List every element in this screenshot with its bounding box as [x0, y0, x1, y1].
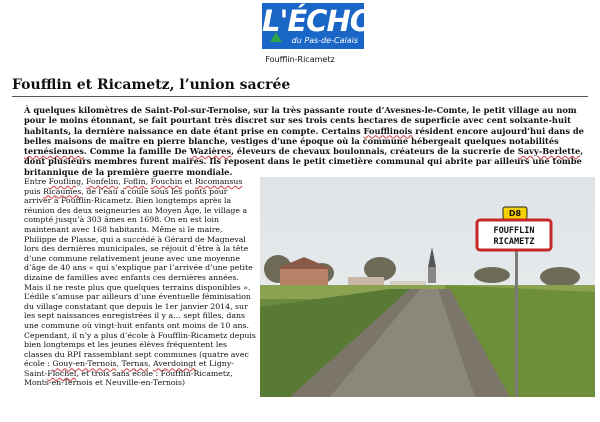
village-road-photo	[260, 177, 595, 397]
text-run: , de l’eau a coulé sous les ponts pour arriver à Foufflin-Ricametz. Bien longtemps après la réunion des deux seigneuries au Moyen Âge, le village a compté jusqu’à 303 âmes en 1698. On en est loin maintenant avec 168 habitants. Même si le maire, Philippe de Plasse, qui a succédé à Gérard de Magneval lors des dernières municipales, se réjouit d’être à la tête d’une commune relativement jeune avec une moyenne d’âge de 40 ans « qui s’explique par l’arrivée d’une petite dizaine de familles avec enfants ces dernières années. Mais il ne reste plus que quelques terrains disponibles ». L’édile s’amuse par ailleurs d’une éventuelle féminisation du village constatant que depuis le 1er janvier 2014, sur les sept naissances enregistrées il y a… sept filles, dans une commune où vingt-huit enfants ont moins de 10 ans. Cependant, il n’y a plus d’école à Foufflin-Ricametz depuis bien longtemps et les jeunes élèves fréquentent les classes du RPI rassemblant sept communes (quatre avec école :	[24, 186, 256, 369]
text-run: Entre	[24, 177, 49, 186]
text-run: ,	[116, 359, 122, 369]
title-divider	[12, 96, 588, 97]
text-run: ,	[145, 177, 151, 186]
spellcheck-word: Ricaumes	[43, 186, 82, 196]
spellcheck-word: Ternas	[121, 359, 149, 369]
text-run: et	[182, 177, 195, 186]
text-run: À quelques kilomètres de Saint-Pol-sur-Ternoise, sur la très passante route d’Avesnes-le-Comte, le petit village au nom pour le moins étonnant, se fait pourtant très discret sur ses trois cents hectares de superficie avec cent soixante-huit habitants, la dernière naissance en date étant prise en compte. Certains	[24, 105, 577, 136]
text-run: et Ligny-Saint-	[24, 359, 234, 378]
logo-triangle-icon	[270, 32, 282, 42]
spellcheck-word: Foflin	[123, 177, 146, 186]
sign-road-number: D8	[508, 209, 522, 218]
spellcheck-word: Averdoingt	[153, 359, 197, 369]
spellcheck-word: Wazières	[189, 146, 232, 157]
section-label: Foufflin-Ricametz	[265, 55, 335, 64]
sign-line-1: FOUFFLIN	[493, 226, 535, 236]
spellcheck-word: Ricomansus	[194, 177, 243, 186]
text-run: ,	[81, 177, 87, 186]
logo-brand: L'ÉCHO	[262, 4, 374, 38]
text-run: résident encore aujourd’hui dans de belles maisons de maître en pierre blanche, vestiges d’une époque où la commune hébergeait quelques notabilités	[24, 125, 584, 146]
text-run: ,	[148, 359, 154, 369]
spellcheck-word: Foufling	[48, 177, 82, 186]
sign-line-2: RICAMETZ	[493, 237, 535, 247]
text-run: ,	[118, 177, 124, 186]
text-run: . Comme la famille De	[83, 146, 190, 157]
article-title: Foufflin et Ricametz, l’union sacrée	[12, 77, 291, 93]
article-body	[24, 177, 256, 388]
spellcheck-word: Fonfelin	[86, 177, 119, 186]
spellcheck-word: ternésiennes	[24, 146, 84, 157]
newspaper-logo[interactable]	[262, 3, 374, 49]
text-run: , éleveurs de chevaux boulonnais, créateurs de la sucrerie de	[231, 146, 518, 157]
spellcheck-word: Foufflinois	[363, 125, 413, 136]
logo-subtitle: du Pas-de-Calais	[291, 36, 358, 45]
text-run: puis	[24, 186, 43, 196]
article-lead	[24, 105, 586, 177]
text-run: , dont plusieurs membres furent maires. Ils reposent dans le petit cimetière communal qui abrite par ailleurs une tombe britannique de la première guerre mondiale.	[24, 146, 584, 177]
spellcheck-word: Fouchin	[150, 177, 183, 186]
spellcheck-word: Savy-Berlette	[517, 146, 581, 157]
spellcheck-word: Gouy-en-Ternois	[52, 359, 117, 369]
spellcheck-word: Flochel	[47, 368, 77, 378]
text-run: , et trois sans école : Foufflin-Ricametz, Monts-en-Ternois et Neuville-en-Ternois)	[24, 368, 233, 388]
